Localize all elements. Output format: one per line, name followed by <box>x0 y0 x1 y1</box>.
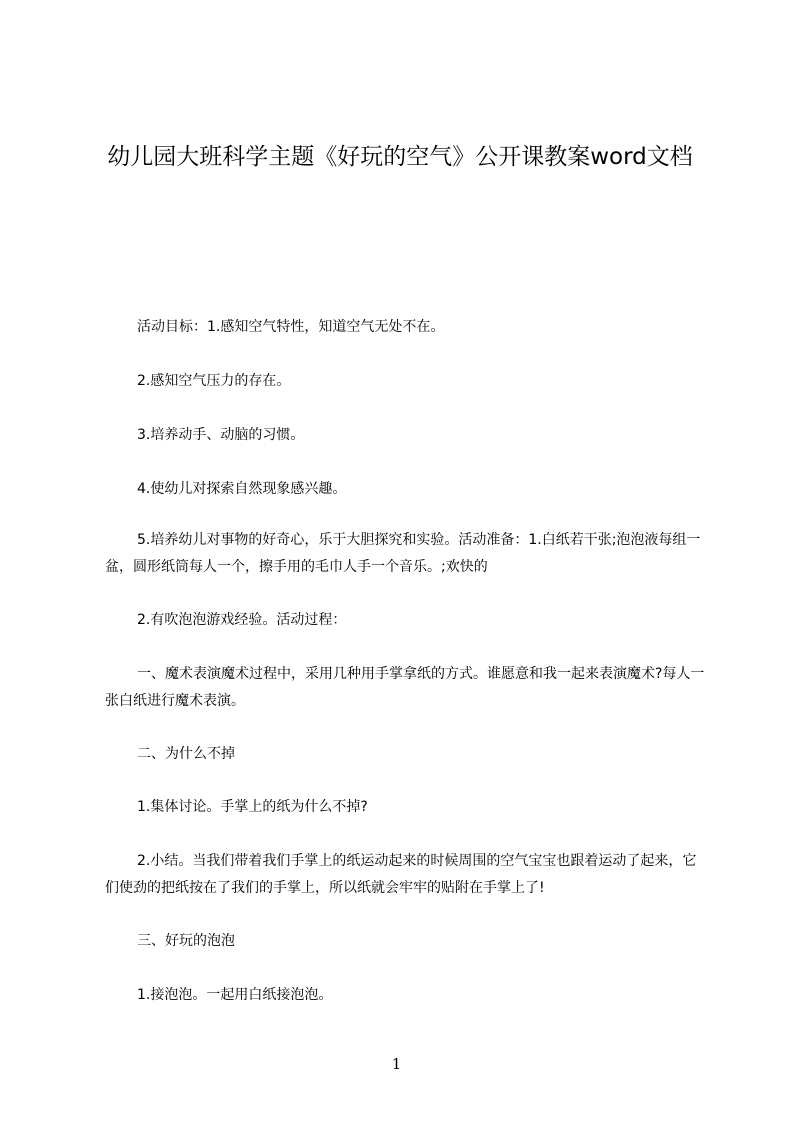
page-number: 1 <box>391 1055 402 1073</box>
paragraph-catch-bubbles: 1.接泡泡。一起用白纸接泡泡。 <box>137 987 333 1003</box>
paragraph-section-2-heading: 二、为什么不掉 <box>137 746 235 762</box>
paragraph-goal-4: 4.使幼儿对探索自然现象感兴趣。 <box>137 481 347 497</box>
paragraph-goal-5-preparation: 5.培养幼儿对事物的好奇心，乐于大胆探究和实验。活动准备：1.白纸若干张;泡泡液每组一盆，圆形纸筒每人一个，擦手用的毛巾人手一个音乐。;欢快的 <box>105 532 701 575</box>
paragraph-goal-2: 2.感知空气压力的存在。 <box>137 373 291 389</box>
paragraph-summary: 2.小结。当我们带着我们手掌上的纸运动起来的时候周围的空气宝宝也跟着运动了起来，它们使劲的把纸按在了我们的手掌上，所以纸就会牢牢的贴附在手掌上了! <box>105 853 697 896</box>
paragraph-preparation-2: 2.有吹泡泡游戏经验。活动过程： <box>137 612 347 628</box>
paragraph-magic-show: 一、魔术表演魔术过程中，采用几种用手掌拿纸的方式。谁愿意和我一起来表演魔术?每人一张白纸进行魔术表演。 <box>105 666 705 709</box>
paragraph-discussion: 1.集体讨论。手掌上的纸为什么不掉? <box>137 799 368 815</box>
paragraph-activity-goal: 活动目标：1.感知空气特性，知道空气无处不在。 <box>137 319 445 335</box>
paragraph-goal-3: 3.培养动手、动脑的习惯。 <box>137 427 305 443</box>
document-title: 幼儿园大班科学主题《好玩的空气》公开课教案word文档 <box>107 144 693 170</box>
paragraph-section-3-heading: 三、好玩的泡泡 <box>137 933 235 949</box>
